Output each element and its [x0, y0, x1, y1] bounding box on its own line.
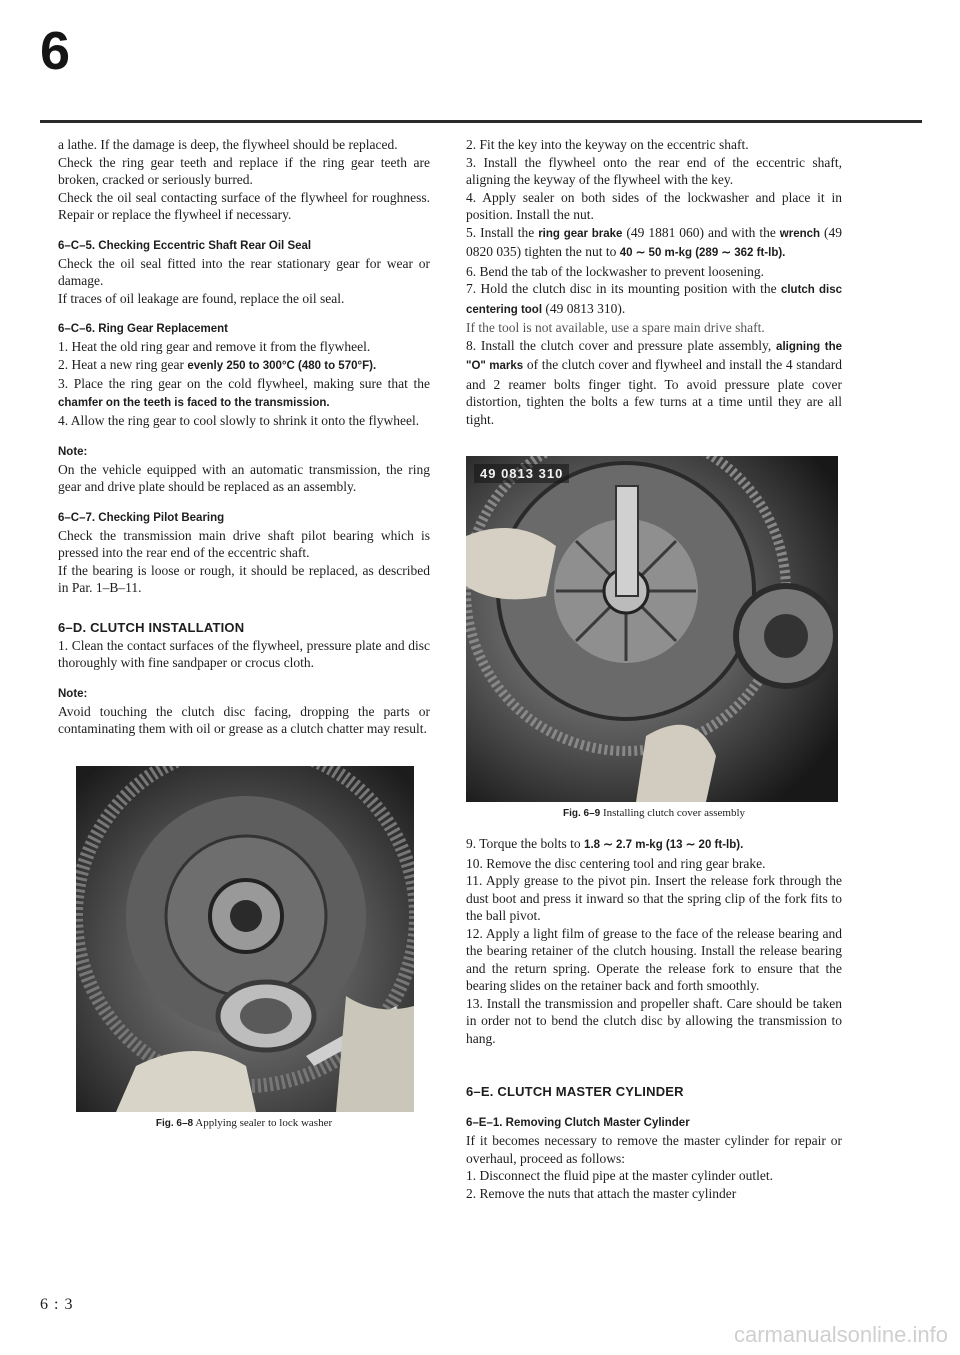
step: 2. Remove the nuts that attach the master cylinder — [466, 1185, 737, 1201]
step: 1. Heat the old ring gear and remove it from the flywheel. — [58, 339, 371, 354]
step: 8. Install the clutch cover and pressure plate assembly, aligning the "O" marks of the clutch cover and flywheel and install the 4 standard and 2 reamer bolts finger tight. To avoid pressure plate cover distortion, tighten the bolts a few turns at a time until they are all tight. — [466, 337, 843, 427]
left-column — [58, 136, 430, 1131]
paragraph: If the bearing is loose or rough, it should be replaced, as described in Par. 1–B–11. — [58, 562, 430, 595]
watermark: carmanualsonline.info — [733, 1322, 948, 1347]
paragraph: a lathe. If the damage is deep, the flywheel should be replaced. — [58, 137, 398, 152]
step: 9. Torque the bolts to 1.8 ∼ 2.7 m-kg (13 ∼ 20 ft-lb). — [466, 836, 744, 851]
paragraph: If traces of oil leakage are found, replace the oil seal. — [58, 290, 345, 306]
step: 13. Install the transmission and propeller shaft. Care should be taken in order not to bend the clutch disc by allowing the transmission to hang. — [466, 995, 842, 1046]
step: 2. Heat a new ring gear evenly 250 to 300°C (480 to 570°F). — [58, 356, 377, 372]
clutch-cover-photo-illustration — [466, 456, 838, 802]
step: 7. Hold the clutch disc in its mounting position with the clutch disc centering tool (49 0813 310). — [466, 281, 842, 316]
step: 4. Apply sealer on both sides of the lockwasher and place it in position. Install the nut. — [466, 189, 842, 222]
note-label: Note: — [58, 445, 88, 458]
right-column — [466, 136, 842, 1202]
section-heading: 6–E–1. Removing Clutch Master Cylinder — [466, 1117, 690, 1129]
section-heading: 6–C–7. Checking Pilot Bearing — [58, 511, 225, 524]
figure-caption: Fig. 6–8 Applying sealer to lock washer — [155, 1116, 333, 1129]
figure-photo-clutch-cover — [466, 456, 838, 802]
paragraph: Check the oil seal contacting surface of the flywheel for roughness. Repair or replace the flywheel if necessary. — [58, 189, 430, 222]
paragraph: Check the transmission main drive shaft pilot bearing which is pressed into the rear end of the eccentric shaft. — [58, 527, 430, 560]
paragraph: If the tool is not available, use a spare main drive shaft. — [466, 320, 765, 335]
note-text: On the vehicle equipped with an automatic transmission, the ring gear and drive plate should be replaced as an assembly. — [58, 461, 430, 494]
figure-photo-flywheel — [76, 766, 414, 1112]
paragraph: Check the ring gear teeth and replace if the ring gear teeth are broken, cracked or seriously burred. — [58, 154, 430, 187]
step: 2. Fit the key into the keyway on the eccentric shaft. — [466, 137, 749, 152]
step: 10. Remove the disc centering tool and ring gear brake. — [466, 855, 766, 871]
step: 3. Place the ring gear on the cold flywheel, making sure that the chamfer on the teeth is faced to the transmission. — [58, 376, 430, 409]
chapter-section-heading: 6–D. CLUTCH INSTALLATION — [58, 619, 245, 635]
figure-caption: Fig. 6–9 Installing clutch cover assembly — [562, 807, 746, 819]
step: 1. Disconnect the fluid pipe at the master cylinder outlet. — [466, 1168, 774, 1183]
header-rule — [40, 120, 922, 123]
step: 1. Clean the contact surfaces of the flywheel, pressure plate and disc thoroughly with fine sandpaper or crocus cloth. — [58, 637, 430, 670]
flywheel-photo-illustration — [76, 766, 414, 1112]
tool-label: 49 0813 310 — [474, 464, 569, 483]
step: 6. Bend the tab of the lockwasher to prevent loosening. — [466, 263, 765, 279]
chapter-number: 6 — [40, 21, 71, 81]
section-heading: 6–C–6. Ring Gear Replacement — [58, 323, 229, 335]
step: 4. Allow the ring gear to cool slowly to shrink it onto the flywheel. — [58, 413, 420, 428]
step: 11. Apply grease to the pivot pin. Insert the release fork through the dust boot and press it inward so that the spring clip of the fork fits to the ball pivot. — [466, 873, 842, 923]
step: 3. Install the flywheel onto the rear end of the eccentric shaft, aligning the keyway of the flywheel with the key. — [466, 154, 842, 187]
note-label: Note: — [58, 687, 88, 700]
note-text: Avoid touching the clutch disc facing, dropping the parts or contaminating them with oil or grease as a clutch chatter may result. — [58, 703, 430, 736]
step: 12. Apply a light film of grease to the face of the release bearing and the bearing retainer of the clutch housing. Install the release bearing and the return spring. Operate the release fork to ensure that the bearing slides on the retainer back and forth smoothly. — [466, 925, 842, 993]
paragraph: If it becomes necessary to remove the master cylinder for repair or overhaul, proceed as follows: — [466, 1133, 842, 1166]
step: 5. Install the ring gear brake (49 1881 060) and with the wrench (49 0820 035) tighten the nut to 40 ∼ 50 m-kg (289 ∼ 362 ft-lb). — [466, 224, 842, 259]
chapter-section-heading: 6–E. CLUTCH MASTER CYLINDER — [466, 1084, 684, 1099]
paragraph: Check the oil seal fitted into the rear stationary gear for wear or damage. — [58, 255, 430, 288]
section-heading: 6–C–5. Checking Eccentric Shaft Rear Oil Seal — [58, 239, 312, 252]
page-number: 6 : 3 — [40, 1296, 74, 1313]
